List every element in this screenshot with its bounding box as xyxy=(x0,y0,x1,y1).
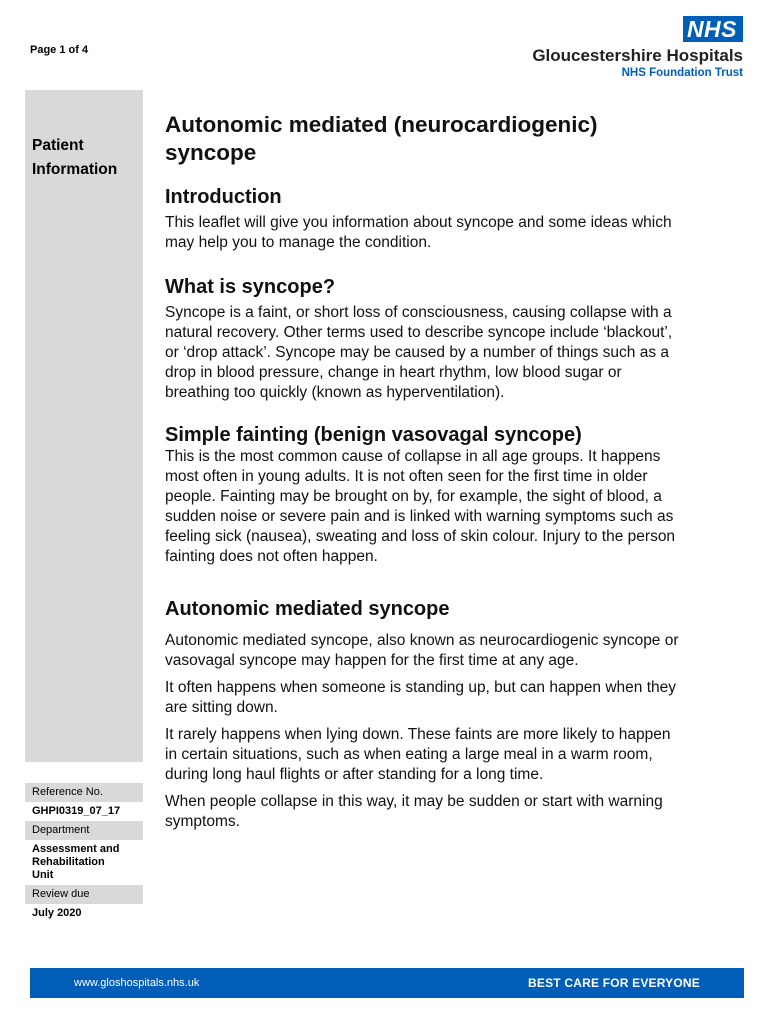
sidebar xyxy=(25,90,143,762)
footer-bar xyxy=(30,968,744,998)
reference-value: GHPI0319_07_17 xyxy=(32,805,121,817)
footer-website-link[interactable]: www.gloshospitals.nhs.uk xyxy=(74,977,200,989)
simple-fainting-heading: Simple fainting (benign vasovagal syncope) xyxy=(165,424,582,446)
department-value xyxy=(25,840,143,885)
document-title-line-1: Autonomic mediated (neurocardiogenic) xyxy=(165,112,598,137)
department-value-line-3: Unit xyxy=(32,869,54,881)
autonomic-paragraph-3: It rarely happens when lying down. These faints are more likely to happen in certain situations, such as when eating a large meal in a warm room, during long haul flights or after standing for a long time. xyxy=(165,726,671,783)
sidebar-title-line-1: Patient xyxy=(32,137,84,154)
introduction-text: This leaflet will give you information about syncope and some ideas which may help you to manage the condition. xyxy=(165,214,672,251)
footer-tagline: BEST CARE FOR EVERYONE xyxy=(528,976,700,990)
reference-label: Reference No. xyxy=(25,783,143,802)
simple-fainting-text: This is the most common cause of collapse in all age groups. It happens most often in young adults. It is not often seen for the first time in older people. Fainting may be brought on by, for example, the sight of blood, a sudden noise or severe pain and is linked with warning symptoms such as feeling sick (nausea), sweating and loss of skin colour. Injury to the person fainting does not often happen. xyxy=(165,448,676,565)
nhs-logo xyxy=(532,16,743,80)
what-is-syncope-text: Syncope is a faint, or short loss of consciousness, causing collapse with a natural recovery. Other terms used to describe syncope include ‘blackout’, or ‘drop attack’. Syncope may be caused by a number of things such as a drop in blood pressure, change in heart rhythm, low blood sugar or breathing too quickly (known as hyperventilation). xyxy=(165,304,673,401)
trust-subtitle: NHS Foundation Trust xyxy=(621,67,743,79)
trust-name: Gloucestershire Hospitals xyxy=(532,46,743,65)
review-value: July 2020 xyxy=(32,907,82,919)
sidebar-title xyxy=(32,134,117,182)
department-value-line-2: Rehabilitation xyxy=(32,856,105,868)
autonomic-paragraph-2: It often happens when someone is standing up, but can happen when they are sitting down. xyxy=(165,679,677,716)
autonomic-syncope-heading: Autonomic mediated syncope xyxy=(165,598,450,620)
review-label: Review due xyxy=(25,885,143,904)
department-value-line-1: Assessment and xyxy=(32,843,120,855)
page-number: Page 1 of 4 xyxy=(30,44,89,56)
autonomic-paragraph-4: When people collapse in this way, it may be sudden or start with warning symptoms. xyxy=(165,793,663,830)
document-title-line-2: syncope xyxy=(165,140,257,165)
document-title xyxy=(165,111,685,167)
main-content xyxy=(165,111,685,844)
department-label: Department xyxy=(25,821,143,840)
document-metadata xyxy=(25,783,143,923)
nhs-badge: NHS xyxy=(683,16,743,42)
what-is-syncope-heading: What is syncope? xyxy=(165,276,336,298)
introduction-heading: Introduction xyxy=(165,186,282,208)
autonomic-paragraph-1: Autonomic mediated syncope, also known as neurocardiogenic syncope or vasovagal syncope may happen for the first time at any age. xyxy=(165,632,679,669)
sidebar-title-line-2: Information xyxy=(32,161,118,178)
